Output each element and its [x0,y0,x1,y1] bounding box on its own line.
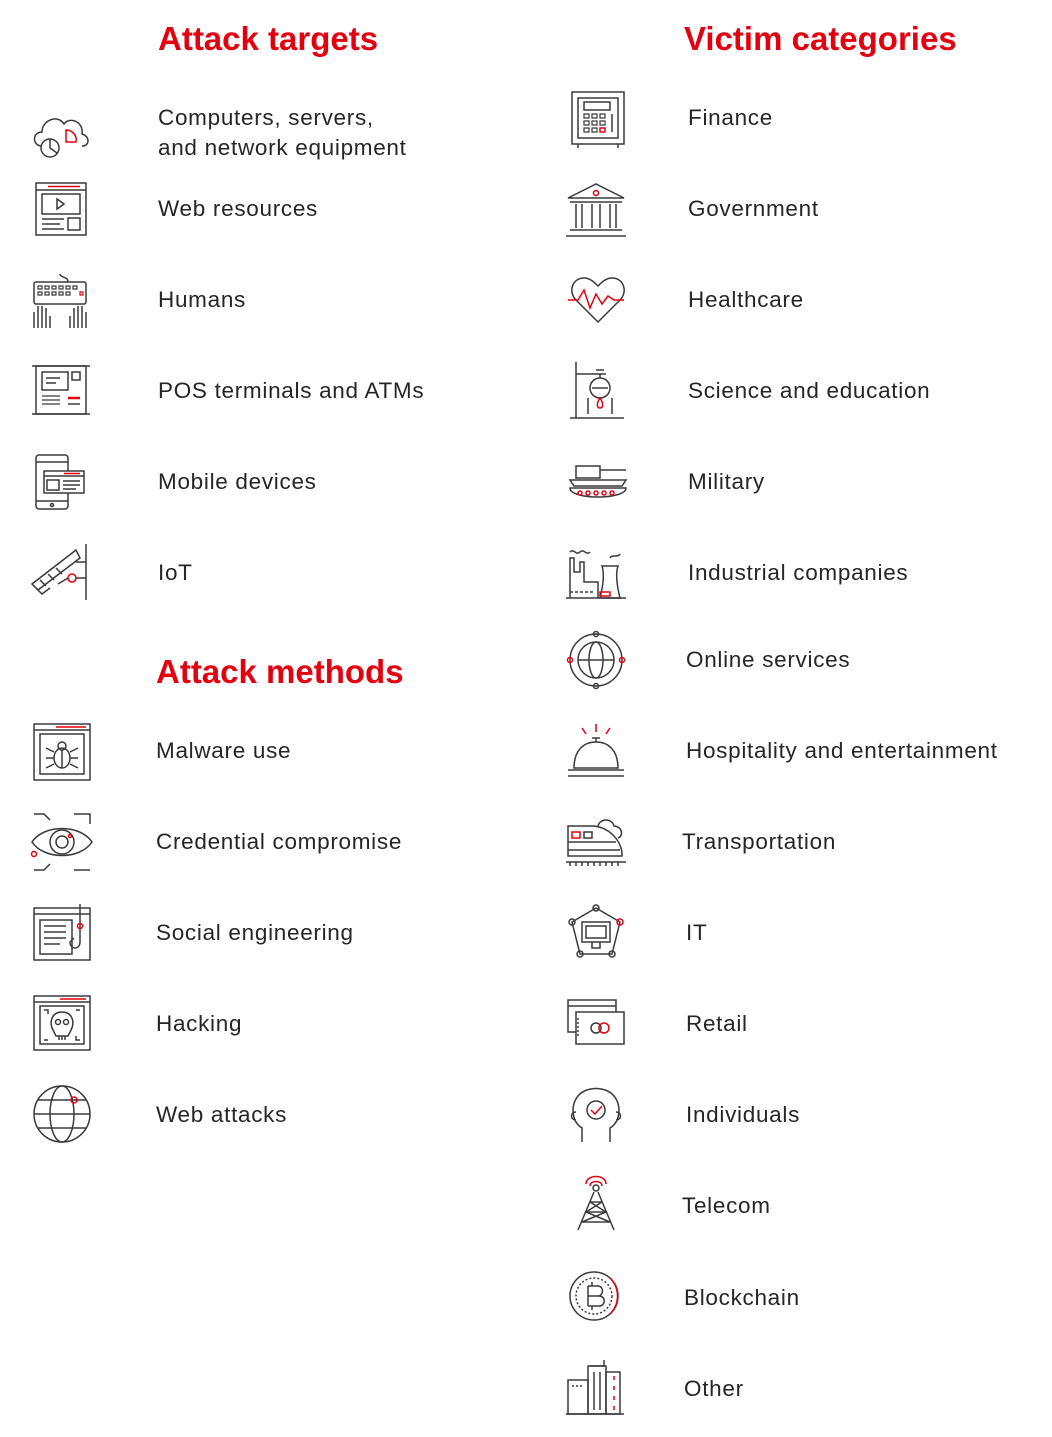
online-globe-icon [564,628,628,692]
victim-category-label: Finance [688,105,773,130]
victim-category-label: Blockchain [684,1285,800,1310]
skull-window-icon [30,992,94,1056]
attack-method-label: Hacking [156,1011,243,1036]
attack-methods-heading: Attack methods [156,653,404,690]
victim-category-label: Transportation [682,829,837,854]
attack-target-label: Humans [158,287,246,312]
factory-icon [564,542,628,606]
telecom-tower-icon [564,1172,628,1236]
person-head-icon [564,1082,628,1146]
government-building-icon [564,178,628,242]
atm-icon [30,360,94,424]
victim-category-label: Government [688,196,819,221]
globe-icon [30,1082,94,1146]
victim-category-label: Healthcare [688,287,804,312]
lab-flask-icon [566,358,630,422]
attack-method-label: Credential compromise [156,829,403,854]
web-page-icon [30,178,94,242]
victim-category-label: Military [688,469,765,494]
heart-pulse-icon [566,268,630,332]
label-line-2: and network equipment [158,135,407,160]
victim-category-label: Industrial companies [688,560,909,585]
cloud-computer-icon [28,104,92,168]
victim-category-label: Individuals [686,1102,801,1127]
attack-method-label: Social engineering [156,920,354,945]
bitcoin-icon [564,1264,628,1328]
victim-category-label: Retail [686,1011,748,1036]
tank-icon [566,452,630,516]
phishing-hook-icon [30,902,94,966]
eye-icon [30,810,94,874]
victim-category-label: Online services [686,647,851,672]
attack-target-label: Mobile devices [158,469,317,494]
mobile-device-icon [30,451,94,515]
credit-card-icon [564,992,628,1056]
victim-categories-heading: Victim categories [684,20,957,57]
attack-targets-heading: Attack targets [158,20,379,57]
service-bell-icon [564,720,628,784]
attack-target-label [158,103,407,163]
victim-category-label: Other [684,1376,744,1401]
keyboard-hands-icon [28,270,92,334]
attack-method-label: Web attacks [156,1102,288,1127]
safe-icon [566,88,630,152]
attack-method-label: Malware use [156,738,292,763]
attack-target-label: Web resources [158,196,318,221]
victim-category-label: IT [686,920,708,945]
label-line-1: Computers, servers, [158,105,374,130]
victim-category-label: Telecom [682,1193,771,1218]
iot-camera-icon [28,540,92,604]
buildings-icon [564,1356,628,1420]
victim-category-label: Hospitality and entertainment [686,738,998,763]
victim-category-label: Science and education [688,378,931,403]
train-icon [564,810,628,874]
network-computer-icon [564,902,628,966]
attack-target-label: IoT [158,560,193,585]
attack-target-label: POS terminals and ATMs [158,378,425,403]
malware-bug-icon [30,720,94,784]
